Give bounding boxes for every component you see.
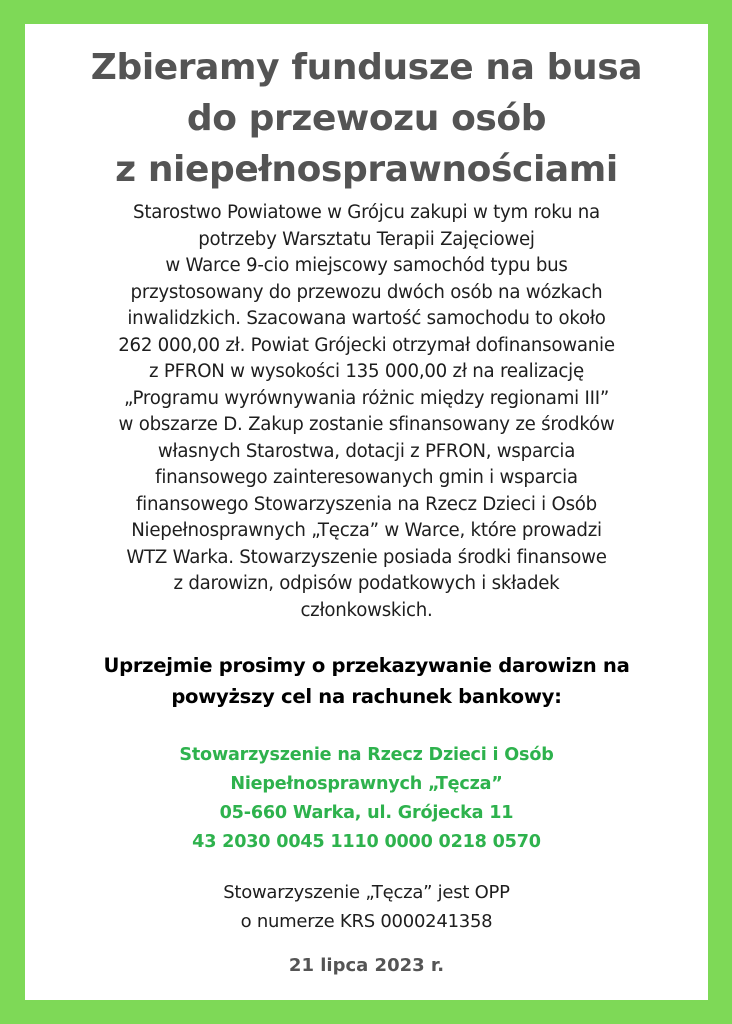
body-paragraph [45,200,688,624]
poster-page [25,24,708,1000]
publication-date: 21 lipca 2023 r. [288,955,445,976]
body-line: „Programu wyrównywania różnic między regionami III” [123,387,610,409]
bank-details [25,741,708,857]
body-line: potrzeby Warsztatu Terapii Zajęciowej [198,228,535,250]
krs-number: o numerze KRS 0000241358 [240,911,493,932]
title-line: do przewozu osób [186,98,547,139]
body-line: Niepełnosprawnych „Tęcza” w Warce, które prowadzi [131,520,602,541]
body-line: z PFRON w wysokości 135 000,00 zł na realizację [149,361,584,382]
body-line: własnych Starostwa, dotacji z PFRON, wsparcia [157,440,576,462]
opp-info [25,878,708,936]
bank-account-number: 43 2030 0045 1110 0000 0218 0570 [192,832,541,852]
body-line: finansowego zainteresowanych gmin i wsparcia [155,467,578,488]
title-line: Zbieramy fundusze na busa [90,47,643,88]
body-line: przystosowany do przewozu dwóch osób na wózkach [130,281,603,303]
body-line: członkowskich. [300,599,433,621]
organization-name-line-1: Stowarzyszenie na Rzecz Dzieci i Osób [179,745,554,765]
poster-title [25,42,708,195]
title-line: z niepełnosprawnościami [115,149,618,190]
body-line: Starostwo Powiatowe w Grójcu zakupi w tym roku na [133,202,600,223]
donation-appeal [25,650,708,712]
body-line: w Warce 9-cio miejscowy samochód typu bus [165,255,568,276]
body-line: inwalidzkich. Szacowana wartość samochodu to około [127,308,606,329]
opp-status: Stowarzyszenie „Tęcza” jest OPP [223,882,510,903]
organization-address: 05-660 Warka, ul. Grójecka 11 [219,803,514,823]
appeal-line: Uprzejmie prosimy o przekazywanie darowizn na [103,654,630,677]
body-line: z darowizn, odpisów podatkowych i składek [173,573,560,594]
body-line: finansowego Stowarzyszenia na Rzecz Dzieci i Osób [136,493,597,515]
organization-name-line-2: Niepełnosprawnych „Tęcza” [230,774,503,794]
appeal-line: powyższy cel na rachunek bankowy: [171,685,562,708]
body-line: w obszarze D. Zakup zostanie sfinansowany ze środków [118,414,615,435]
body-line: 262 000,00 zł. Powiat Grójecki otrzymał dofinansowanie [118,334,615,356]
body-line: WTZ Warka. Stowarzyszenie posiada środki finansowe [126,546,607,568]
